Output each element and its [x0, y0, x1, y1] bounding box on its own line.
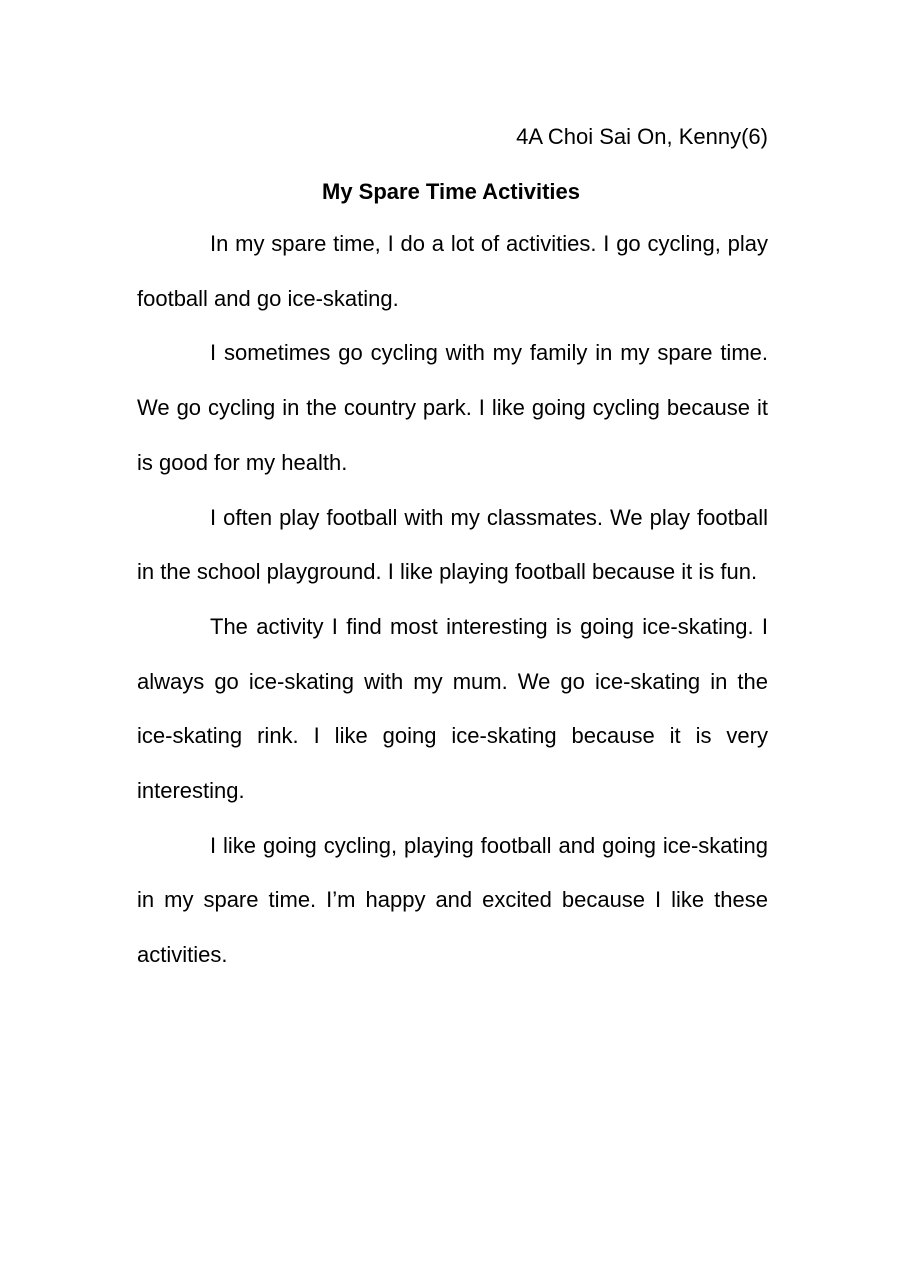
- paragraph-ice-skating: The activity I find most interesting is going ice-skating. I always go ice-skating with my mum. We go ice-skating in the ice-skating rink. I like going ice-skating because it is very interesting.: [137, 613, 768, 804]
- document-page: [137, 121, 768, 983]
- essay-title: My Spare Time Activities: [322, 179, 580, 204]
- paragraph-intro: In my spare time, I do a lot of activities. I go cycling, play football and go ice-skating.: [137, 231, 768, 311]
- paragraph-cycling: I sometimes go cycling with my family in my spare time. We go cycling in the country park. I like going cycling because it is good for my health.: [137, 340, 768, 475]
- author-line: 4A Choi Sai On, Kenny(6): [516, 124, 768, 149]
- paragraph-football: I often play football with my classmates. We play football in the school playground. I like playing football because it is fun.: [137, 504, 768, 585]
- paragraph-conclusion: I like going cycling, playing football and going ice-skating in my spare time. I’m happy and excited because I like these activities.: [137, 832, 768, 968]
